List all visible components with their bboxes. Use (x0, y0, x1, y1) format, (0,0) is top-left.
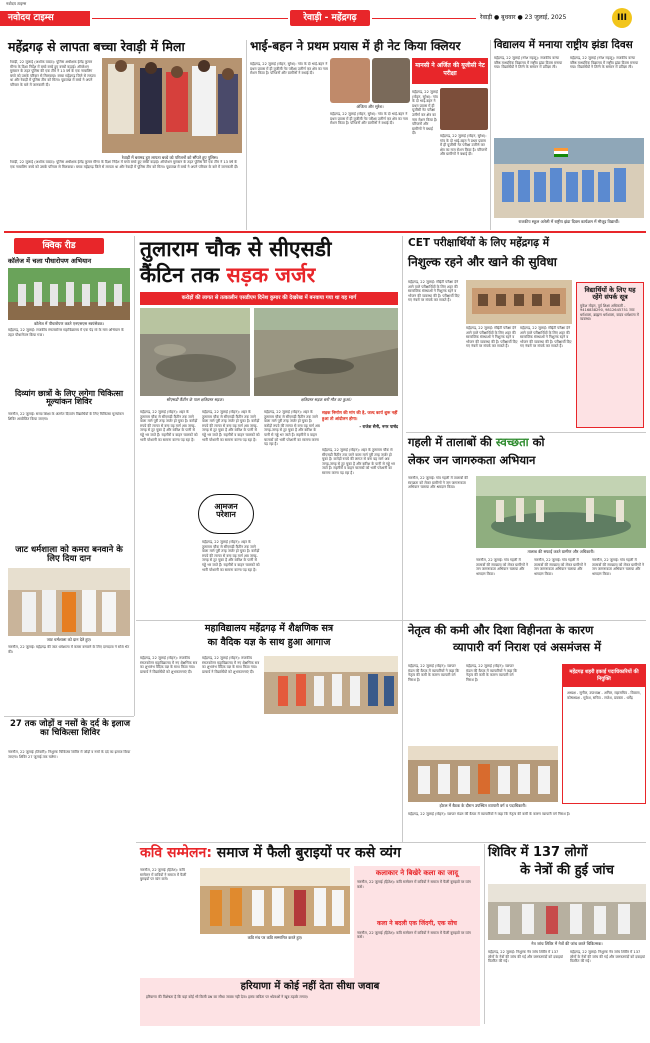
flag-photo (494, 138, 644, 218)
column-divider (246, 40, 247, 230)
horizontal-rule (136, 842, 646, 843)
leadership-body-col1: महेंद्रगढ़, 22 जुलाई (मोहन): व्यापार मंडल की बैठक में व्यापारियों ने कहा कि नेतृत्व की कमी के कारण व्यापारी वर्ग निराश है। (408, 664, 460, 682)
kavi-side-body: नारनौल, 22 जुलाई (हितेश): कवि सम्मेलन में कवियों ने समाज में फैली बुराइयों पर व्यंग कसे। (357, 880, 471, 889)
quick-read-label: क्विक रीड (14, 238, 104, 254)
siblings-body-more: महेंद्रगढ़, 22 जुलाई (मोहन, सुरेश): गांव के दो भाई-बहन ने प्रथम प्रयास में ही यूजीसी नेट परीक्षा उत्तीर्ण कर क्षेत्र का नाम रोशन किया है। परिजनों और ग्रामीणों ने बधाई दी। (330, 112, 408, 126)
main-headline-line2 (140, 264, 400, 286)
ponds-photo (476, 476, 646, 548)
doctor-headline: 27 तक जोड़ों व नसों के दर्द के इलाज का चिकित्सा शिविर (9, 719, 131, 738)
main-headline-part-a: कैंटिन तक (140, 263, 227, 287)
main-quote (322, 410, 398, 430)
camp-photo (488, 884, 646, 940)
horizontal-rule (136, 620, 646, 621)
flag-body-more: महेंद्रगढ़, 22 जुलाई (नरेश राहाटू): राजकीय कन्या वरिष्ठ माध्यमिक विद्यालय में राष्ट्रीय झंडा दिवस मनाया गया। विद्यार्थियों ने तिरंगे के सम्मान में प्रतिज्ञा ली। (570, 56, 639, 70)
kavi-side-body-more: नारनौल, 22 जुलाई (हितेश): कवि सम्मेलन में कवियों ने समाज में फैली बुराइयों पर व्यंग कसे। (357, 930, 471, 940)
quick-read-item1-title: कॉलेज में चला पौधारोपण अभियान (8, 257, 92, 265)
main-caption-right: क्षतिग्रस्त सड़क बनी मौत का कुआं। (300, 397, 352, 402)
ponds-body-col2: नारनौल, 22 जुलाई: गांव गहली में तालाबों की स्वच्छता को लेकर ग्रामीणों ने जन जागरूकता अभियान चलाया और श्रमदान किया। (476, 558, 529, 576)
masthead (0, 0, 650, 36)
quick-read-item1-photo (8, 268, 130, 320)
quick-read-item1-caption: कॉलेज में पौधारोपण करते एनएसएस स्वयंसेवक। (33, 321, 105, 326)
kavi-headline-a: कवि सम्मेलन: (140, 845, 212, 861)
ponds-headline-c: को (528, 435, 545, 449)
missing-child-photo (102, 58, 242, 153)
horizontal-rule (4, 716, 134, 717)
haryana-body: हरियाणा की विशेषता है कि यहां कोई भी किसी प्रश्न का सीधा जवाब नहीं देता। हास्य कविता पर श्रोताओं ने खूब ठहाके लगाए। (146, 994, 309, 999)
haryana-headline: हरियाणा में कोई नहीं देता सीधा जवाब (240, 981, 380, 992)
missing-child-body-more: रेवाड़ी, 22 जुलाई (अशोक यादव): पुलिस अधीक्षक हेमेंद्र कुमार मीणा के दिशा निर्देश में बच्चे बच्चे हुए बच्चों कड़ाई। ऑपरेशन मुस्कान के तहत पुलिस की एक टीम ने 13 वर्ष के एक नाबालिग बच्चे को उसके परिवार से मिलवाया। बच्चा महेंद्रगढ़ जिले से लापता था और रेवाड़ी में पुलिस टीम को मिला। पूछताछ में बच्चे ने अपने परिवार के बारे में जानकारी दी। (10, 160, 239, 169)
main-photo-right (254, 308, 398, 396)
main-quote-author: - राजेश सैनी, नगर पार्षद (359, 424, 398, 429)
date-text: रेवाड़ी ● बुधवार ● 23 जुलाई, 2025 (480, 14, 567, 21)
flag-caption: राजकीय स्कूल अतेली में राष्ट्रीय झंडा दिवस कार्यक्रम में मौजूद विद्यार्थी। (518, 219, 620, 224)
quick-read-item1-body: महेंद्रगढ़, 22 जुलाई: राजकीय स्नातकोत्तर महाविद्यालय में एक पेड़ मां के नाम अभियान के तहत पौधारोपण किया गया। (8, 328, 124, 337)
quick-read-item2-title: दिव्यांग छात्रों के लिए लगेगा चिकित्सा मूल्यांकन शिविर (14, 389, 124, 407)
cet-body-col3: महेंद्रगढ़, 22 जुलाई: सीईटी परीक्षा देने आने वाले परीक्षार्थियों के लिए शहर की सामाजिक संस्थाओं ने निशुल्क रहने व भोजन की व्यवस्था की है। परीक्षार्थी दिए गए नंबरों पर संपर्क कर सकते हैं। (520, 326, 572, 349)
column-divider (484, 844, 485, 1024)
horizontal-rule (406, 432, 646, 433)
siblings-body: महेंद्रगढ़, 22 जुलाई (मोहन, सुरेश): गांव के दो भाई-बहन ने प्रथम प्रयास में ही यूजीसी नेट परीक्षा उत्तीर्ण कर क्षेत्र का नाम रोशन किया है। परिजनों और ग्रामीणों ने बधाई दी। (250, 62, 328, 76)
column-divider (490, 40, 491, 230)
cet-contact-box (576, 282, 644, 428)
net-badge: मानसी ने अर्जित की यूजीसी नेट परीक्षा (412, 58, 488, 84)
net-badge-body-more: महेंद्रगढ़, 22 जुलाई (मोहन, सुरेश): गांव के दो भाई-बहन ने प्रथम प्रयास में ही यूजीसी नेट परीक्षा उत्तीर्ण कर क्षेत्र का नाम रोशन किया है। परिजनों और ग्रामीणों ने बधाई दी। (440, 134, 488, 157)
camp-caption: नेत्र जांच शिविर में नेत्रों की जांच करते चिकित्सक। (531, 941, 603, 946)
kavi-body-col1: नारनौल, 22 जुलाई (हितेश): कवि सम्मेलन में कवियों ने समाज में फैली बुराइयों पर व्यंग कसे। (140, 868, 187, 882)
cet-headline-line2: निशुल्क रहने और खाने की सुविधा (408, 255, 557, 269)
missing-child-body: रेवाड़ी, 22 जुलाई (अशोक यादव): पुलिस अधीक्षक हेमेंद्र कुमार मीणा के दिशा निर्देश में बच्चे बच्चे हुए बच्चों कड़ाई। ऑपरेशन मुस्कान के तहत पुलिस की एक टीम ने 13 वर्ष के एक नाबालिग बच्चे को उसके परिवार से मिलवाया। बच्चा महेंद्रगढ़ जिले से लापता था और रेवाड़ी में पुलिस टीम को मिला। पूछताछ में बच्चे ने अपने परिवार के बारे में जानकारी दी। (10, 60, 96, 87)
ponds-body-col3: नारनौल, 22 जुलाई: गांव गहली में तालाबों की स्वच्छता को लेकर ग्रामीणों ने जन जागरूकता अभियान चलाया और श्रमदान किया। (534, 558, 587, 576)
leadership-body-more: महेंद्रगढ़, 22 जुलाई (मोहन): व्यापार मंडल की बैठक में व्यापारियों ने कहा कि नेतृत्व की कमी के कारण व्यापारी वर्ग निराश है। (408, 812, 571, 816)
main-subhead: करोड़ों की लागत से तत्कालीन एसडीएम दिनेश कुमार की देखरेख में बनवाया गया था यह मार्ग (140, 292, 398, 305)
cet-body-col2: महेंद्रगढ़, 22 जुलाई: सीईटी परीक्षा देने आने वाले परीक्षार्थियों के लिए शहर की सामाजिक संस्थाओं ने निशुल्क रहने व भोजन की व्यवस्था की है। परीक्षार्थी दिए गए नंबरों पर संपर्क कर सकते हैं। (466, 326, 518, 349)
stamp-line2: परेशान (216, 510, 236, 520)
kavi-photo (200, 868, 350, 934)
section-divider (4, 231, 646, 233)
stamp-badge (198, 494, 254, 534)
masthead-rule-right (372, 18, 476, 19)
kavi-side-title: कलाकार ने बिखेरे कला का जादू (375, 869, 459, 877)
kavi-side-subtitle: कला ने बदली एक जिंदगी, एक सोच (376, 920, 457, 928)
main-body-col1: महेंद्रगढ़, 22 जुलाई (मोहन): शहर के तुलाराम चौक से सीएसडी कैंटीन तक जाने वाला मार्ग पूरी तरह जर्जर हो चुका है। करोड़ों रुपये की लागत से बना यह मार्ग अब जगह-जगह से टूट चुका है और बारिश के पानी से गड्ढे भर जाते हैं। राहगीरों व वाहन चालकों को भारी परेशानी का सामना करना पड़ रहा है। (140, 410, 198, 442)
stamp-line1: आमजन (214, 502, 238, 511)
main-body-col2-more: महेंद्रगढ़, 22 जुलाई (मोहन): शहर के तुलाराम चौक से सीएसडी कैंटीन तक जाने वाला मार्ग पूरी तरह जर्जर हो चुका है। करोड़ों रुपये की लागत से बना यह मार्ग अब जगह-जगह से टूट चुका है और बारिश के पानी से गड्ढे भर जाते हैं। राहगीरों व वाहन चालकों को भारी परेशानी का सामना करना पड़ रहा है। (202, 540, 260, 572)
main-caption-left: सीएसडी कैंटीन के पास क्षतिग्रस्त सड़क। (166, 397, 224, 402)
main-headline-line1: तुलाराम चौक से सीएसडी (140, 237, 332, 261)
camp-body-col2: महेंद्रगढ़, 22 जुलाई: निशुल्क नेत्र जांच शिविर में 137 लोगों के नेत्रों की जांच की गई और जरूरतमंदों को दवाइयां वितरित की गईं। (570, 950, 645, 964)
kavi-headline-b: समाज में फैली बुराइयों पर कसे व्यंग (211, 845, 401, 861)
masthead-rule-left (92, 18, 288, 19)
main-quote-text: सड़क निर्माण की मांग की है, जल्द कार्य शुरू नहीं हुआ तो आंदोलन होगा। (322, 410, 398, 421)
siblings-headline: भाई-बहन ने प्रथम प्रयास में ही नेट किया क्लियर (250, 39, 461, 53)
quick-read-item3-body: नारनौल, 22 जुलाई: महेंद्रगढ़ की जाट धर्मशाला में कमरा बनवाने के लिए दानदाता ने राशि भेंट की। (8, 645, 130, 654)
kavi-side-box (354, 866, 480, 978)
missing-child-caption: रेवाड़ी में बरामद हुए लापता बच्चे को परिजनों को सौंपते हुए पुलिस। (121, 155, 219, 160)
ponds-headline-a: गहली में तालाबों की (408, 435, 496, 449)
main-body-col2: महेंद्रगढ़, 22 जुलाई (मोहन): शहर के तुलाराम चौक से सीएसडी कैंटीन तक जाने वाला मार्ग पूरी तरह जर्जर हो चुका है। करोड़ों रुपये की लागत से बना यह मार्ग अब जगह-जगह से टूट चुका है और बारिश के पानी से गड्ढे भर जाते हैं। राहगीरों व वाहन चालकों को भारी परेशानी का सामना करना पड़ रहा है। (202, 410, 260, 442)
edition-label: नवोदय टाइम्स (0, 11, 90, 26)
quick-read-item3-photo (8, 568, 130, 636)
haryana-box (140, 978, 480, 1026)
ponds-caption: तालाब की सफाई करते ग्रामीण और अधिकारी। (527, 549, 595, 554)
flag-body: महेंद्रगढ़, 22 जुलाई (नरेश राहाटू): राजकीय कन्या वरिष्ठ माध्यमिक विद्यालय में राष्ट्रीय झंडा दिवस मनाया गया। विद्यार्थियों ने तिरंगे के सम्मान में प्रतिज्ञा ली। (494, 56, 563, 70)
column-divider (402, 622, 403, 842)
college-body-col2: महेंद्रगढ़, 22 जुलाई (मोहन): राजकीय स्नातकोत्तर महाविद्यालय में नए शैक्षणिक सत्र का शुभारंभ वैदिक यज्ञ के साथ किया गया। प्राचार्य ने विद्यार्थियों को शुभकामनाएं दीं। (202, 656, 260, 674)
ponds-headline-line2: लेकर जन जागरुकता अभियान (408, 453, 536, 467)
main-photo-left (140, 308, 250, 396)
doctor-body: नारनौल, 22 जुलाई (तिवारी): निशुल्क चिकित्सा शिविर में जोड़ों व नसों के दर्द का इलाज किया जाएगा। शिविर 27 जुलाई तक चलेगा। (8, 750, 131, 759)
quick-read-item3-caption: जाट धर्मशाला को दान देते हुए। (46, 637, 92, 642)
college-body-col1: महेंद्रगढ़, 22 जुलाई (मोहन): राजकीय स्नातकोत्तर महाविद्यालय में नए शैक्षणिक सत्र का शुभारंभ वैदिक यज्ञ के साथ किया गया। प्राचार्य ने विद्यार्थियों को शुभकामनाएं दीं। (140, 656, 198, 674)
siblings-names: अंजिता और सुरेश। (356, 104, 384, 109)
camp-body-col1: महेंद्रगढ़, 22 जुलाई: निशुल्क नेत्र जांच शिविर में 137 लोगों के नेत्रों की जांच की गई और जरूरतमंदों को दवाइयां वितरित की गईं। (488, 950, 563, 964)
net-badge-photo (440, 88, 488, 130)
kavi-caption: कवि मंच पर कवि सम्मानित करते हुए। (247, 935, 303, 940)
ponds-body-col1: नारनौल, 22 जुलाई: गांव गहली में तालाबों की स्वच्छता को लेकर ग्रामीणों ने जन जागरूकता अभियान चलाया और श्रमदान किया। (408, 476, 468, 490)
section-label: रेवाड़ी - महेंद्रगढ़ (290, 10, 370, 26)
camp-headline-line2: के नेत्रों की हुई जांच (520, 863, 614, 878)
leadership-photo (408, 746, 558, 802)
college-headline-line2: का वैदिक यज्ञ के साथ हुआ आगाज (207, 637, 331, 648)
page-number: III (612, 8, 632, 28)
leadership-box-names: अध्यक्ष - सुनील, उपाध्यक्ष - अनिल, महासचिव - विकास, कोषाध्यक्ष - मुकेश, सचिव - राजेश, प्रवक्ता - धर्मेंद्र (567, 691, 641, 700)
quick-read-item2-body: नारनौल, 22 जुलाई: समग्र शिक्षा के अंतर्गत दिव्यांग विद्यार्थियों के लिए चिकित्सा मूल्यांकन शिविर आयोजित किया जाएगा। (8, 412, 124, 421)
cet-box-title: विद्यार्थियों के लिए यह रहेंगे संपर्क सूत्र (584, 286, 636, 301)
ponds-headline-b: स्वच्छता (495, 435, 529, 449)
leadership-caption: होटल में बैठक के दौरान उपस्थित व्यापारी वर्ग व पदाधिकारी। (439, 803, 527, 808)
cet-box-body: मुकेश मोहन, पूर्व शिक्षा अधिकारी - 9416838290, 9812645751 जाट धर्मशाला, ब्राह्मण धर्मशाला, यादव धर्मशाला में व्यवस्था। (580, 303, 639, 322)
camp-headline-line1: शिविर में 137 लोगों (488, 845, 588, 860)
quick-read-item3-title: जाट धर्मशाला को कमरा बनवाने के लिए दिया दान (15, 545, 123, 564)
leadership-box-title: महेंद्रगढ़ शहरी इकाई पदाधिकारियों की नियुक्ति (563, 665, 645, 687)
cet-headline-line1: CET परीक्षार्थियों के लिए महेंद्रगढ़ में (408, 237, 550, 249)
cet-photo (466, 280, 572, 324)
cet-body-col1: महेंद्रगढ़, 22 जुलाई: सीईटी परीक्षा देने आने वाले परीक्षार्थियों के लिए शहर की सामाजिक संस्थाओं ने निशुल्क रहने व भोजन की व्यवस्था की है। परीक्षार्थी दिए गए नंबरों पर संपर्क कर सकते हैं। (408, 280, 460, 303)
leadership-box (562, 664, 646, 804)
main-body-col3: महेंद्रगढ़, 22 जुलाई (मोहन): शहर के तुलाराम चौक से सीएसडी कैंटीन तक जाने वाला मार्ग पूरी तरह जर्जर हो चुका है। करोड़ों रुपये की लागत से बना यह मार्ग अब जगह-जगह से टूट चुका है और बारिश के पानी से गड्ढे भर जाते हैं। राहगीरों व वाहन चालकों को भारी परेशानी का सामना करना पड़ रहा है। (264, 410, 320, 447)
leadership-body-col2: महेंद्रगढ़, 22 जुलाई (मोहन): व्यापार मंडल की बैठक में व्यापारियों ने कहा कि नेतृत्व की कमी के कारण व्यापारी वर्ग निराश है। (466, 664, 518, 682)
siblings-photo-left (330, 58, 370, 103)
registration-marks (0, 1034, 650, 1038)
ponds-body-col4: नारनौल, 22 जुलाई: गांव गहली में तालाबों की स्वच्छता को लेकर ग्रामीणों ने जन जागरूकता अभियान चलाया और श्रमदान किया। (592, 558, 645, 576)
main-body-col4: महेंद्रगढ़, 22 जुलाई (मोहन): शहर के तुलाराम चौक से सीएसडी कैंटीन तक जाने वाला मार्ग पूरी तरह जर्जर हो चुका है। करोड़ों रुपये की लागत से बना यह मार्ग अब जगह-जगह से टूट चुका है और बारिश के पानी से गड्ढे भर जाते हैं। राहगीरों व वाहन चालकों को भारी परेशानी का सामना करना पड़ रहा है। (322, 448, 396, 475)
column-divider (134, 236, 135, 716)
ponds-headline-line1 (408, 436, 646, 448)
siblings-photo-right (372, 58, 410, 103)
missing-child-headline: महेंद्रगढ़ से लापता बच्चा रेवाड़ी में मिला (8, 39, 185, 54)
leadership-headline-line2: व्यापारी वर्ग निराश एवं असमंजस में (453, 640, 601, 654)
college-headline-line1: महाविद्यालय महेंद्रगढ़ में शैक्षणिक सत्र (204, 623, 334, 634)
leadership-headline-line1: नेतृत्व की कमी और दिशा विहीनता के कारण (408, 623, 594, 637)
college-photo (264, 656, 398, 714)
masthead-tiny-label: नवोदय टाइम्स (6, 1, 27, 6)
flag-headline: विद्यालय में मनाया राष्ट्रीय झंडा दिवस (494, 39, 633, 51)
net-badge-body: महेंद्रगढ़, 22 जुलाई (मोहन, सुरेश): गांव के दो भाई-बहन ने प्रथम प्रयास में ही यूजीसी नेट परीक्षा उत्तीर्ण कर क्षेत्र का नाम रोशन किया है। परिजनों और ग्रामीणों ने बधाई दी। (412, 90, 438, 136)
main-headline-part-b: सड़क जर्जर (226, 263, 316, 287)
kavi-headline (140, 846, 480, 861)
